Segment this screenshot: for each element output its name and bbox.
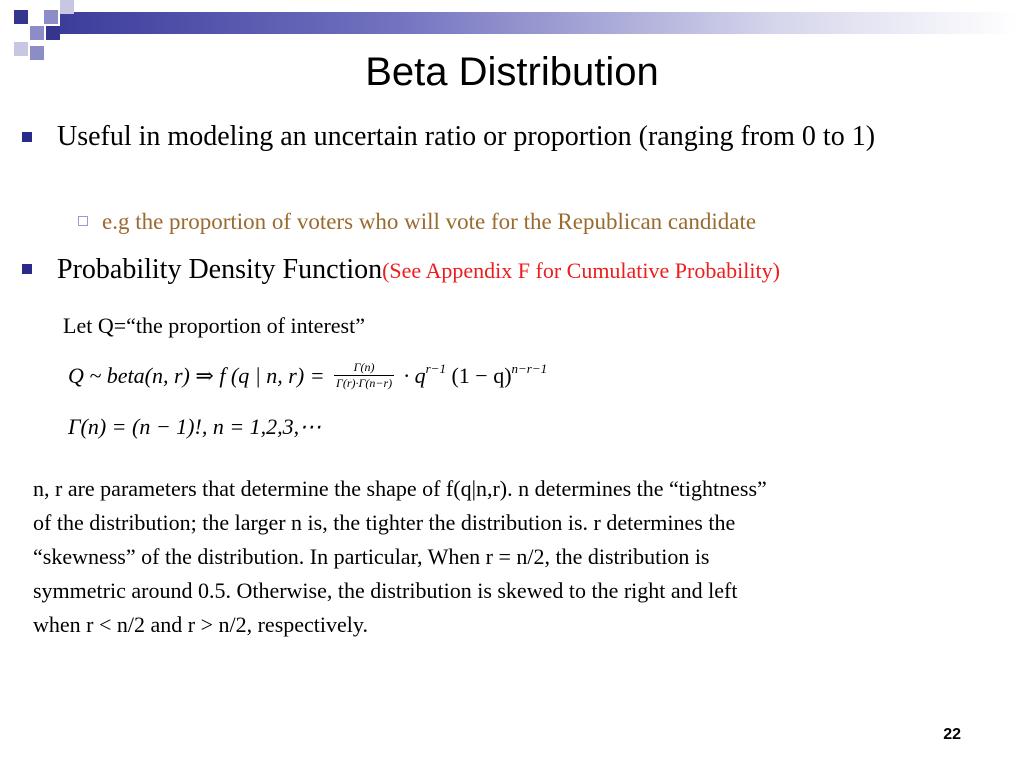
eq1-numerator: Γ(n) xyxy=(334,360,394,376)
slide-title: Beta Distribution xyxy=(365,50,659,94)
paragraph-line: “skewness” of the distribution. In particular, When r = n/2, the distribution is xyxy=(33,544,710,569)
eq1-lhs: Q ~ beta(n, r) ⇒ f (q | n, r) = xyxy=(68,362,325,388)
bullet-pdf xyxy=(57,251,780,288)
bullet-text-usefulness: Useful in modeling an uncertain ratio or proportion (ranging from 0 to 1) xyxy=(57,121,876,152)
parameters-paragraph xyxy=(33,472,993,642)
paragraph-line: n, r are parameters that determine the shape of f(q|n,r). n determines the “tightness” xyxy=(33,476,767,501)
let-q-definition: Let Q=“the proportion of interest” xyxy=(63,313,365,338)
decor-square xyxy=(14,10,28,24)
decor-square xyxy=(60,0,74,14)
decor-square xyxy=(46,26,60,40)
eq1-denominator: Γ(r)·Γ(n−r) xyxy=(336,376,393,390)
decor-square xyxy=(44,10,58,24)
sub-bullet-marker xyxy=(78,216,88,226)
header-gradient-band xyxy=(60,12,1018,34)
paragraph-line: when r < n/2 and r > n/2, respectively. xyxy=(33,612,368,637)
eq1-q-term: · $q^{r-1}$ xyxy=(403,360,446,388)
bullet-marker xyxy=(22,264,32,274)
eq1-exponent-1: r−1 xyxy=(425,360,446,376)
decor-square xyxy=(30,26,44,40)
beta-pdf-equation xyxy=(68,360,547,391)
gamma-factorial-equation: Γ(n) = (n − 1)!, n = 1,2,3,⋯ xyxy=(68,414,322,439)
paragraph-line: of the distribution; the larger n is, the tighter the distribution is. r determines the xyxy=(33,510,736,535)
paragraph-line: symmetric around 0.5. Otherwise, the distribution is skewed to the right and left xyxy=(33,578,738,603)
page-number: 22 xyxy=(943,726,961,743)
appendix-note: (See Appendix F for Cumulative Probability) xyxy=(382,258,780,283)
bullet-pdf-label: Probability Density Function xyxy=(57,254,383,285)
eq1-exponent-2: n−r−1 xyxy=(511,360,548,376)
bullet-marker xyxy=(22,132,32,142)
sub-bullet-example: e.g the proportion of voters who will vote for the Republican candidate xyxy=(102,209,757,234)
eq1-fraction xyxy=(334,360,394,391)
eq1-factor-term: $(1 - q)^{n-r-1}$ xyxy=(451,360,548,388)
